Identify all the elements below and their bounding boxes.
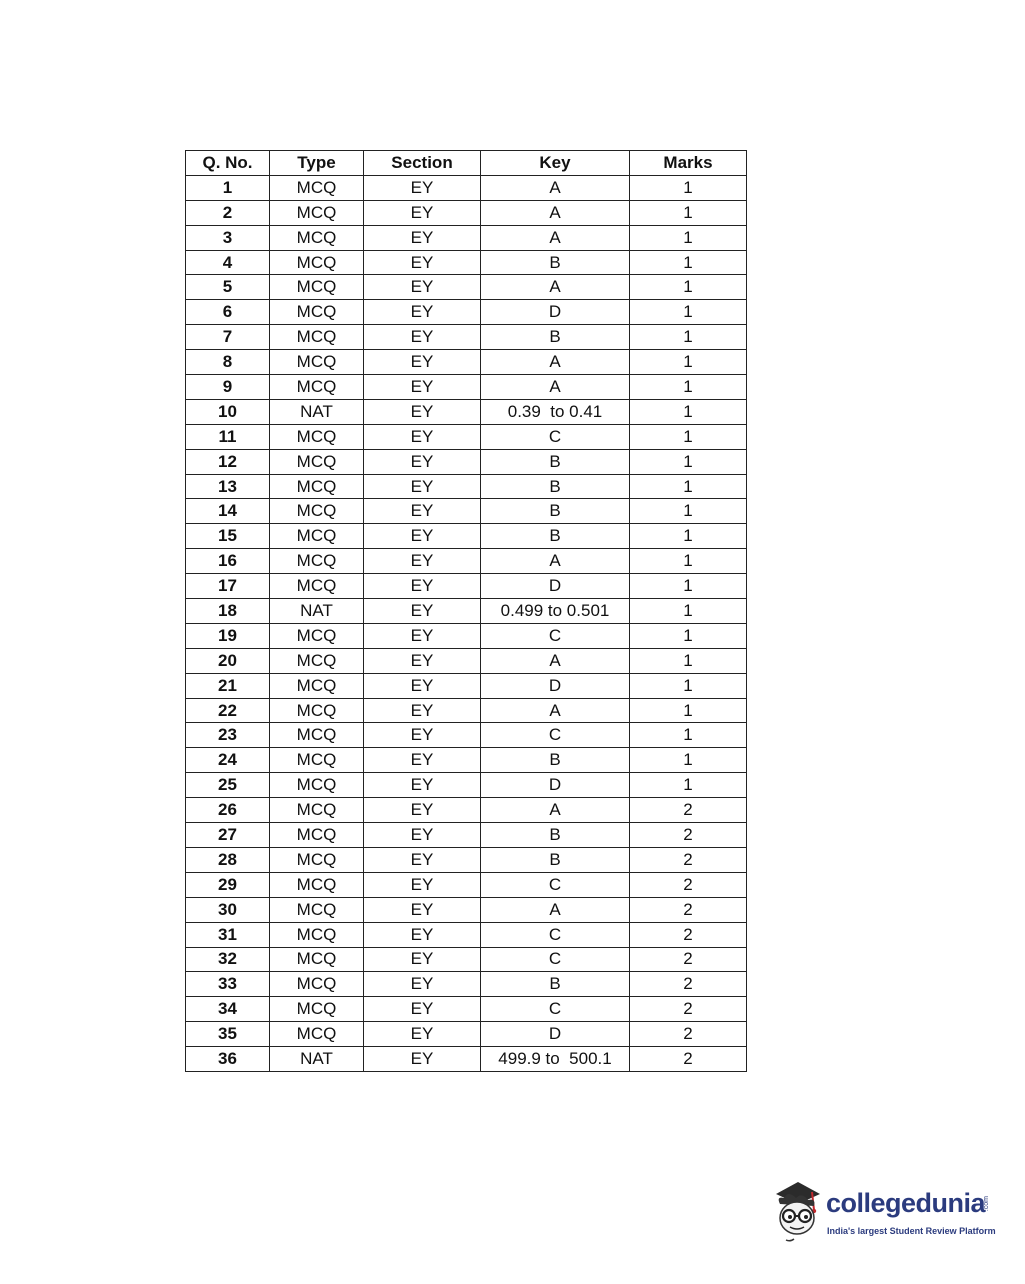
cell-qno: 36 [186,1047,270,1072]
cell-qno: 27 [186,823,270,848]
cell-section: EY [364,922,481,947]
cell-qno: 30 [186,897,270,922]
cell-qno: 25 [186,773,270,798]
table-row [186,250,747,275]
cell-qno: 16 [186,549,270,574]
cell-marks: 1 [630,673,747,698]
cell-key: A [481,350,630,375]
cell-marks: 2 [630,1022,747,1047]
mascot-icon [768,1176,828,1244]
cell-qno: 31 [186,922,270,947]
cell-key: B [481,972,630,997]
cell-qno: 28 [186,847,270,872]
cell-key: C [481,997,630,1022]
table-row [186,449,747,474]
cell-section: EY [364,947,481,972]
cell-marks: 1 [630,375,747,400]
cell-marks: 1 [630,524,747,549]
cell-key: C [481,723,630,748]
cell-section: EY [364,325,481,350]
cell-marks: 2 [630,1047,747,1072]
cell-type: MCQ [270,225,364,250]
cell-qno: 15 [186,524,270,549]
table-body [186,175,747,1071]
cell-qno: 5 [186,275,270,300]
cell-section: EY [364,225,481,250]
logo-domain-suffix: .com [983,1196,990,1212]
table-row [186,375,747,400]
cell-marks: 1 [630,723,747,748]
cell-section: EY [364,648,481,673]
cell-type: MCQ [270,972,364,997]
cell-marks: 1 [630,474,747,499]
logo-tagline: India's largest Student Review Platform [827,1226,996,1236]
cell-type: NAT [270,599,364,624]
cell-qno: 34 [186,997,270,1022]
cell-key: B [481,449,630,474]
cell-type: MCQ [270,250,364,275]
table-row [186,175,747,200]
cell-section: EY [364,200,481,225]
cell-type: MCQ [270,872,364,897]
cell-qno: 26 [186,798,270,823]
cell-key: A [481,200,630,225]
cell-type: MCQ [270,773,364,798]
cell-marks: 1 [630,449,747,474]
table-row [186,325,747,350]
cell-marks: 2 [630,823,747,848]
table-row [186,947,747,972]
cell-key: A [481,275,630,300]
table-row [186,549,747,574]
cell-type: MCQ [270,375,364,400]
cell-key: A [481,549,630,574]
table-row [186,698,747,723]
cell-section: EY [364,847,481,872]
cell-marks: 1 [630,499,747,524]
cell-section: EY [364,773,481,798]
cell-key: D [481,1022,630,1047]
cell-marks: 1 [630,549,747,574]
cell-type: NAT [270,1047,364,1072]
cell-key: 499.9 to 500.1 [481,1047,630,1072]
cell-marks: 1 [630,623,747,648]
cell-section: EY [364,250,481,275]
cell-section: EY [364,424,481,449]
cell-section: EY [364,399,481,424]
header-row [186,151,747,176]
table-row [186,673,747,698]
cell-key: A [481,225,630,250]
cell-section: EY [364,673,481,698]
table-row [186,399,747,424]
cell-section: EY [364,350,481,375]
cell-section: EY [364,275,481,300]
cell-marks: 2 [630,897,747,922]
cell-marks: 2 [630,997,747,1022]
cell-type: MCQ [270,897,364,922]
cell-qno: 35 [186,1022,270,1047]
cell-key: 0.39 to 0.41 [481,399,630,424]
cell-marks: 1 [630,574,747,599]
table-row [186,847,747,872]
cell-type: MCQ [270,623,364,648]
collegedunia-logo [768,1176,998,1248]
cell-type: MCQ [270,823,364,848]
cell-section: EY [364,748,481,773]
cell-marks: 2 [630,922,747,947]
cell-qno: 4 [186,250,270,275]
cell-marks: 1 [630,175,747,200]
cell-key: C [481,424,630,449]
cell-type: MCQ [270,648,364,673]
cell-qno: 32 [186,947,270,972]
cell-qno: 33 [186,972,270,997]
cell-marks: 1 [630,275,747,300]
cell-type: MCQ [270,474,364,499]
cell-type: MCQ [270,847,364,872]
table-row [186,997,747,1022]
cell-type: MCQ [270,200,364,225]
cell-type: MCQ [270,947,364,972]
cell-type: MCQ [270,449,364,474]
cell-qno: 14 [186,499,270,524]
cell-marks: 1 [630,748,747,773]
cell-key: A [481,698,630,723]
table-row [186,798,747,823]
cell-section: EY [364,1047,481,1072]
cell-qno: 7 [186,325,270,350]
cell-qno: 21 [186,673,270,698]
cell-key: B [481,499,630,524]
cell-section: EY [364,549,481,574]
table-row [186,723,747,748]
header-key: Key [481,151,630,176]
cell-type: NAT [270,399,364,424]
cell-section: EY [364,1022,481,1047]
cell-key: A [481,798,630,823]
table-row [186,599,747,624]
header-qno: Q. No. [186,151,270,176]
cell-type: MCQ [270,748,364,773]
cell-marks: 1 [630,599,747,624]
cell-type: MCQ [270,549,364,574]
cell-marks: 1 [630,424,747,449]
cell-marks: 1 [630,225,747,250]
cell-section: EY [364,375,481,400]
cell-type: MCQ [270,300,364,325]
cell-section: EY [364,300,481,325]
cell-marks: 1 [630,350,747,375]
cell-key: C [481,947,630,972]
table-row [186,300,747,325]
cell-marks: 2 [630,947,747,972]
table-row [186,972,747,997]
cell-marks: 1 [630,200,747,225]
cell-key: 0.499 to 0.501 [481,599,630,624]
cell-qno: 23 [186,723,270,748]
cell-section: EY [364,574,481,599]
cell-qno: 3 [186,225,270,250]
cell-section: EY [364,698,481,723]
cell-type: MCQ [270,275,364,300]
cell-key: D [481,773,630,798]
cell-qno: 17 [186,574,270,599]
table-row [186,922,747,947]
table-row [186,748,747,773]
cell-marks: 2 [630,798,747,823]
answer-key-table [185,150,747,1072]
cell-key: B [481,524,630,549]
cell-section: EY [364,897,481,922]
cell-qno: 6 [186,300,270,325]
cell-section: EY [364,798,481,823]
table-row [186,350,747,375]
cell-qno: 8 [186,350,270,375]
cell-key: A [481,175,630,200]
cell-key: A [481,648,630,673]
cell-type: MCQ [270,350,364,375]
table-row [186,574,747,599]
cell-type: MCQ [270,325,364,350]
cell-type: MCQ [270,574,364,599]
cell-key: D [481,574,630,599]
cell-type: MCQ [270,922,364,947]
cell-qno: 11 [186,424,270,449]
header-marks: Marks [630,151,747,176]
header-type: Type [270,151,364,176]
cell-key: B [481,250,630,275]
cell-section: EY [364,524,481,549]
cell-section: EY [364,972,481,997]
table-row [186,872,747,897]
cell-type: MCQ [270,997,364,1022]
cell-type: MCQ [270,175,364,200]
table-row [186,424,747,449]
cell-section: EY [364,823,481,848]
cell-marks: 2 [630,972,747,997]
cell-key: B [481,748,630,773]
cell-qno: 18 [186,599,270,624]
table-row [186,823,747,848]
table-row [186,1022,747,1047]
cell-key: B [481,474,630,499]
cell-marks: 2 [630,872,747,897]
cell-marks: 1 [630,250,747,275]
cell-qno: 20 [186,648,270,673]
cell-key: C [481,872,630,897]
cell-key: A [481,375,630,400]
cell-key: D [481,673,630,698]
cell-type: MCQ [270,1022,364,1047]
cell-qno: 2 [186,200,270,225]
table-row [186,648,747,673]
table-row [186,623,747,648]
cell-marks: 1 [630,773,747,798]
cell-section: EY [364,997,481,1022]
cell-key: D [481,300,630,325]
table-row [186,524,747,549]
cell-section: EY [364,499,481,524]
table-row [186,225,747,250]
cell-qno: 24 [186,748,270,773]
table-row [186,897,747,922]
cell-type: MCQ [270,499,364,524]
cell-section: EY [364,872,481,897]
cell-marks: 2 [630,847,747,872]
cell-key: C [481,922,630,947]
table-row [186,1047,747,1072]
cell-qno: 19 [186,623,270,648]
cell-type: MCQ [270,723,364,748]
logo-wordmark: collegedunia [826,1188,986,1218]
cell-section: EY [364,175,481,200]
table-row [186,275,747,300]
cell-type: MCQ [270,424,364,449]
table-row [186,499,747,524]
header-section: Section [364,151,481,176]
cell-marks: 1 [630,325,747,350]
cell-key: B [481,847,630,872]
table-row [186,200,747,225]
cell-type: MCQ [270,798,364,823]
cell-type: MCQ [270,673,364,698]
cell-type: MCQ [270,524,364,549]
cell-section: EY [364,449,481,474]
cell-marks: 1 [630,648,747,673]
cell-section: EY [364,599,481,624]
cell-qno: 1 [186,175,270,200]
cell-key: B [481,325,630,350]
cell-qno: 9 [186,375,270,400]
cell-qno: 22 [186,698,270,723]
cell-qno: 13 [186,474,270,499]
cell-marks: 1 [630,300,747,325]
cell-section: EY [364,474,481,499]
cell-section: EY [364,723,481,748]
cell-marks: 1 [630,698,747,723]
cell-section: EY [364,623,481,648]
cell-qno: 12 [186,449,270,474]
table-row [186,773,747,798]
cell-marks: 1 [630,399,747,424]
cell-key: A [481,897,630,922]
cell-type: MCQ [270,698,364,723]
cell-qno: 29 [186,872,270,897]
cell-key: C [481,623,630,648]
cell-key: B [481,823,630,848]
table-row [186,474,747,499]
cell-qno: 10 [186,399,270,424]
